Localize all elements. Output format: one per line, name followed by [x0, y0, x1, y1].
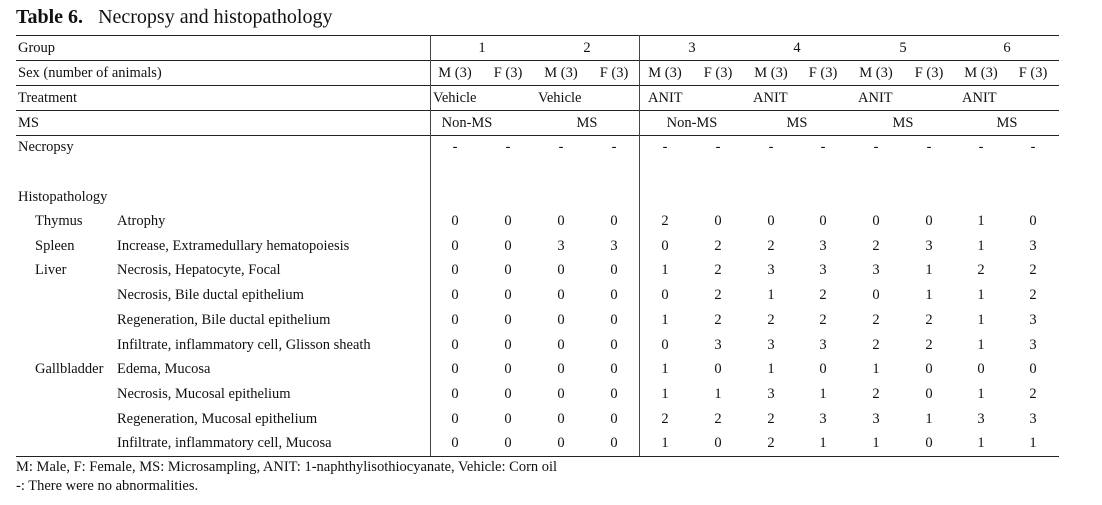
score-cell: 1 — [661, 435, 669, 452]
score-cell: 3 — [872, 410, 880, 427]
finding-label: Atrophy — [117, 213, 166, 229]
score-cell: 0 — [610, 262, 618, 279]
score-cell: 0 — [925, 435, 933, 452]
score-cell: 1 — [661, 262, 669, 279]
ms-label: MS — [18, 115, 39, 131]
score-cell: 0 — [451, 237, 459, 254]
score-cell: 0 — [610, 435, 618, 452]
score-cell: 0 — [451, 262, 459, 279]
score-cell: 3 — [1029, 336, 1037, 353]
score-cell: 1 — [977, 311, 985, 328]
group-number: 5 — [899, 40, 907, 56]
sex-count: M (3) — [964, 65, 998, 81]
score-cell: 2 — [661, 410, 669, 427]
ms-value: Non-MS — [666, 115, 718, 131]
score-cell: 0 — [557, 213, 565, 229]
score-cell: 1 — [767, 287, 775, 304]
organ-label: Liver — [35, 262, 67, 279]
sex-label: Sex (number of animals) — [18, 65, 162, 81]
score-cell: 0 — [1029, 361, 1037, 378]
score-cell: 0 — [451, 435, 459, 452]
score-cell: 0 — [872, 287, 880, 304]
score-cell: 2 — [977, 262, 985, 279]
necropsy-label: Necropsy — [18, 139, 74, 155]
score-cell: 3 — [767, 336, 775, 353]
score-cell: 0 — [925, 213, 933, 229]
score-cell: 3 — [819, 262, 827, 279]
score-cell: 3 — [819, 237, 827, 254]
score-cell: 0 — [504, 410, 512, 427]
score-cell: 0 — [610, 336, 618, 353]
header-rule — [16, 135, 1059, 136]
score-cell: 0 — [504, 262, 512, 279]
score-cell: 2 — [767, 311, 775, 328]
necropsy-value: - — [505, 139, 511, 155]
sex-count: M (3) — [648, 65, 682, 81]
table-title — [16, 6, 332, 29]
necropsy-value: - — [873, 139, 879, 155]
group-number: 3 — [688, 40, 696, 56]
score-cell: 0 — [504, 361, 512, 378]
score-cell: 2 — [925, 336, 933, 353]
score-cell: 0 — [504, 213, 512, 229]
necropsy-value: - — [1030, 139, 1036, 155]
finding-label: Necrosis, Bile ductal epithelium — [117, 287, 304, 304]
score-cell: 0 — [557, 385, 565, 402]
score-cell: 2 — [872, 336, 880, 353]
score-cell: 0 — [610, 410, 618, 427]
score-cell: 0 — [451, 213, 459, 229]
score-cell: 0 — [504, 311, 512, 328]
score-cell: 2 — [1029, 262, 1037, 279]
score-cell: 1 — [977, 385, 985, 402]
ms-value: MS — [996, 115, 1018, 131]
score-cell: 1 — [977, 287, 985, 304]
score-cell: 2 — [714, 410, 722, 427]
score-cell: 1 — [977, 435, 985, 452]
score-cell: 1 — [661, 361, 669, 378]
ms-value: Non-MS — [441, 115, 493, 131]
score-cell: 0 — [557, 410, 565, 427]
sex-count: M (3) — [859, 65, 893, 81]
header-rule — [16, 35, 1059, 36]
divider-vehicle-anit — [639, 35, 640, 456]
score-cell: 0 — [504, 237, 512, 254]
score-cell: 1 — [819, 385, 827, 402]
score-cell: 0 — [557, 262, 565, 279]
necropsy-value: - — [715, 139, 721, 155]
score-cell: 3 — [872, 262, 880, 279]
sex-count: M (3) — [438, 65, 472, 81]
score-cell: 3 — [819, 410, 827, 427]
score-cell: 0 — [557, 435, 565, 452]
score-cell: 1 — [872, 435, 880, 452]
organ-label: Spleen — [35, 237, 75, 254]
score-cell: 2 — [767, 237, 775, 254]
score-cell: 0 — [504, 385, 512, 402]
score-cell: 2 — [714, 262, 722, 279]
score-cell: 0 — [610, 311, 618, 328]
score-cell: 1 — [977, 237, 985, 254]
score-cell: 2 — [872, 237, 880, 254]
score-cell: 3 — [925, 237, 933, 254]
ms-value: MS — [786, 115, 808, 131]
score-cell: 2 — [767, 410, 775, 427]
score-cell: 2 — [714, 237, 722, 254]
score-cell: 2 — [661, 213, 669, 229]
treatment-value: ANIT — [858, 90, 893, 106]
score-cell: 0 — [504, 336, 512, 353]
necropsy-value: - — [820, 139, 826, 155]
sex-count: F (3) — [914, 65, 944, 81]
score-cell: 1 — [925, 262, 933, 279]
score-cell: 0 — [504, 287, 512, 304]
score-cell: 0 — [610, 287, 618, 304]
score-cell: 0 — [661, 336, 669, 353]
score-cell: 2 — [872, 311, 880, 328]
ms-value: MS — [576, 115, 598, 131]
sex-count: F (3) — [1018, 65, 1048, 81]
score-cell: 3 — [767, 262, 775, 279]
score-cell: 3 — [1029, 410, 1037, 427]
sex-count: F (3) — [808, 65, 838, 81]
sex-count: F (3) — [703, 65, 733, 81]
score-cell: 0 — [1029, 213, 1037, 229]
score-cell: 2 — [1029, 385, 1037, 402]
score-cell: 2 — [925, 311, 933, 328]
score-cell: 0 — [610, 385, 618, 402]
sex-count: F (3) — [599, 65, 629, 81]
score-cell: 3 — [1029, 311, 1037, 328]
necropsy-value: - — [926, 139, 932, 155]
footnote: -: There were no abnormalities. — [16, 478, 199, 494]
finding-label: Increase, Extramedullary hematopoiesis — [117, 237, 350, 254]
score-cell: 3 — [819, 336, 827, 353]
finding-label: Infiltrate, inflammatory cell, Mucosa — [117, 435, 332, 452]
necropsy-value: - — [662, 139, 668, 155]
score-cell: 0 — [451, 385, 459, 402]
sex-count: M (3) — [544, 65, 578, 81]
group-number: 4 — [793, 40, 801, 56]
score-cell: 1 — [819, 435, 827, 452]
sex-count: F (3) — [493, 65, 523, 81]
finding-label: Regeneration, Mucosal epithelium — [117, 410, 318, 427]
score-cell: 0 — [872, 213, 880, 229]
treatment-label: Treatment — [18, 90, 78, 106]
score-cell: 1 — [661, 385, 669, 402]
score-cell: 0 — [451, 410, 459, 427]
score-cell: 0 — [767, 213, 775, 229]
finding-label: Edema, Mucosa — [117, 361, 211, 378]
score-cell: 0 — [819, 361, 827, 378]
score-cell: 1 — [661, 311, 669, 328]
score-cell: 0 — [714, 361, 722, 378]
score-cell: 0 — [451, 361, 459, 378]
treatment-value: ANIT — [648, 90, 683, 106]
score-cell: 0 — [661, 287, 669, 304]
score-cell: 3 — [557, 237, 565, 254]
score-cell: 3 — [610, 237, 618, 254]
necropsy-value: - — [768, 139, 774, 155]
score-cell: 3 — [977, 410, 985, 427]
group-number: 2 — [583, 40, 591, 56]
score-cell: 1 — [977, 213, 985, 229]
score-cell: 2 — [819, 311, 827, 328]
score-cell: 0 — [714, 435, 722, 452]
header-rule — [16, 85, 1059, 86]
necropsy-value: - — [452, 139, 458, 155]
bottom-rule — [16, 456, 1059, 457]
score-cell: 2 — [872, 385, 880, 402]
group-label: Group — [18, 40, 56, 56]
group-number: 1 — [478, 40, 486, 56]
score-cell: 0 — [925, 385, 933, 402]
treatment-value: ANIT — [753, 90, 788, 106]
score-cell: 1 — [1029, 435, 1037, 452]
treatment-value: Vehicle — [433, 90, 477, 106]
score-cell: 0 — [451, 336, 459, 353]
necropsy-value: - — [558, 139, 564, 155]
score-cell: 0 — [610, 361, 618, 378]
treatment-value: ANIT — [962, 90, 997, 106]
necropsy-value: - — [978, 139, 984, 155]
sex-count: M (3) — [754, 65, 788, 81]
header-rule — [16, 110, 1059, 111]
score-cell: 2 — [767, 435, 775, 452]
table-number: Table 6. — [16, 6, 84, 28]
finding-label: Regeneration, Bile ductal epithelium — [117, 311, 331, 328]
score-cell: 3 — [767, 385, 775, 402]
score-cell: 2 — [1029, 287, 1037, 304]
score-cell: 2 — [714, 287, 722, 304]
score-cell: 1 — [925, 287, 933, 304]
score-cell: 0 — [819, 213, 827, 229]
finding-label: Infiltrate, inflammatory cell, Glisson sheath — [117, 336, 371, 353]
score-cell: 3 — [714, 336, 722, 353]
score-cell: 3 — [1029, 237, 1037, 254]
group-number: 6 — [1003, 40, 1011, 56]
organ-label: Gallbladder — [35, 361, 104, 378]
treatment-value: Vehicle — [538, 90, 582, 106]
histopathology-label: Histopathology — [18, 189, 108, 205]
score-cell: 0 — [557, 361, 565, 378]
score-cell: 0 — [977, 361, 985, 378]
score-cell: 0 — [451, 287, 459, 304]
score-cell: 0 — [661, 237, 669, 254]
score-cell: 0 — [557, 287, 565, 304]
score-cell: 1 — [872, 361, 880, 378]
score-cell: 0 — [557, 336, 565, 353]
score-cell: 0 — [451, 311, 459, 328]
score-cell: 1 — [977, 336, 985, 353]
score-cell: 0 — [714, 213, 722, 229]
score-cell: 0 — [610, 213, 618, 229]
footnote: M: Male, F: Female, MS: Microsampling, ANIT: 1-naphthylisothiocyanate, Vehicle: Corn oil — [16, 459, 558, 475]
header-rule — [16, 60, 1059, 61]
divider-labels — [430, 35, 431, 456]
score-cell: 2 — [819, 287, 827, 304]
score-cell: 0 — [557, 311, 565, 328]
score-cell: 0 — [925, 361, 933, 378]
ms-value: MS — [892, 115, 914, 131]
table-title-text: Necropsy and histopathology — [98, 6, 333, 28]
finding-label: Necrosis, Hepatocyte, Focal — [117, 262, 281, 279]
score-cell: 2 — [714, 311, 722, 328]
score-cell: 1 — [925, 410, 933, 427]
score-cell: 1 — [767, 361, 775, 378]
necropsy-value: - — [611, 139, 617, 155]
score-cell: 0 — [504, 435, 512, 452]
organ-label: Thymus — [35, 213, 83, 229]
score-cell: 1 — [714, 385, 722, 402]
finding-label: Necrosis, Mucosal epithelium — [117, 385, 291, 402]
